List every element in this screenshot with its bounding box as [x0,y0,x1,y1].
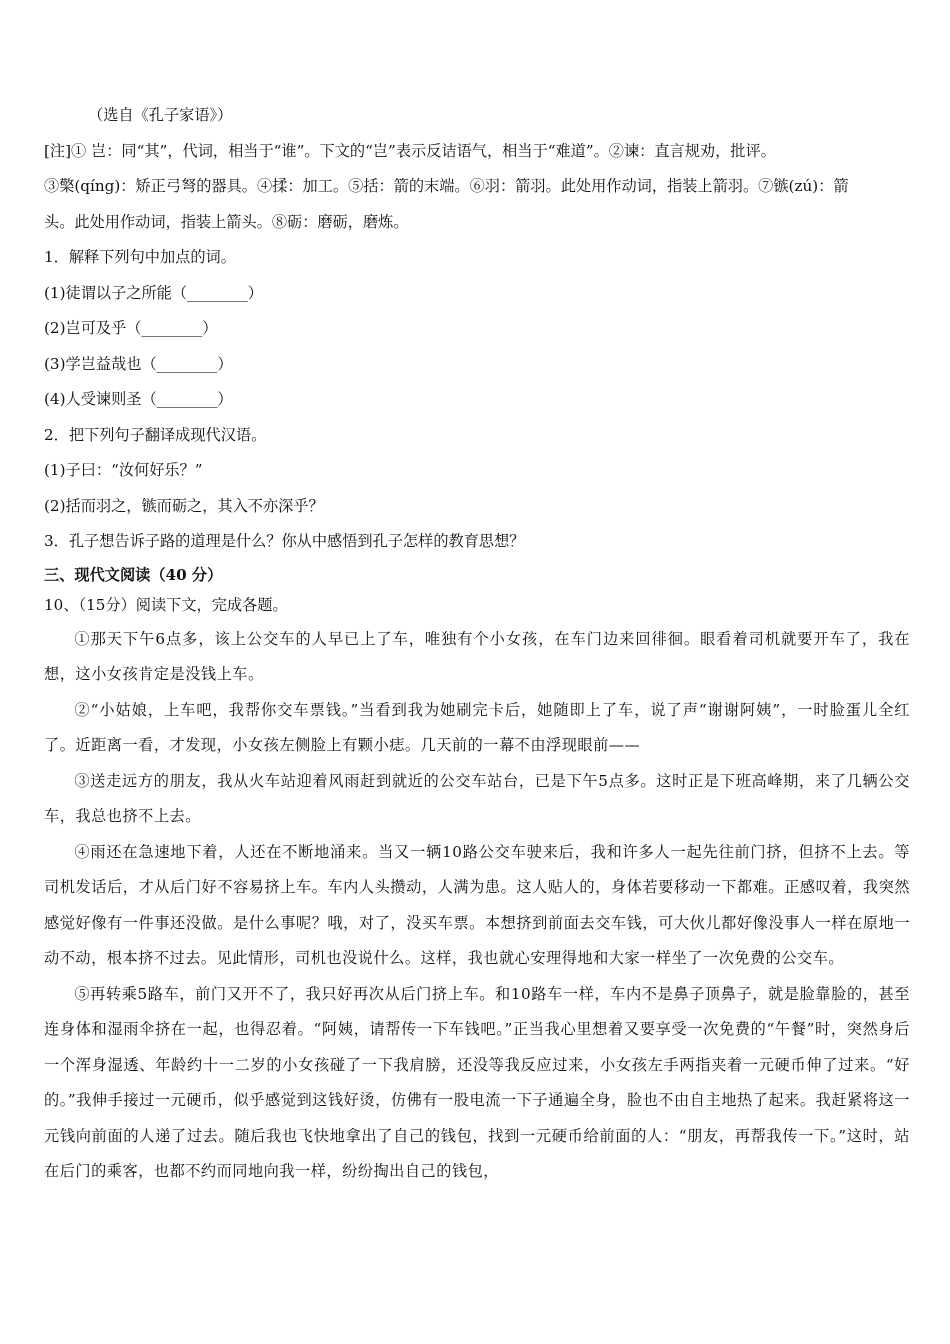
passage-paragraph-3: ③送走远方的朋友，我从火车站迎着风雨赶到就近的公交车站台，已是下午5点多。这时正是下班高峰期，来了几辆公交车，我总也挤不上去。 [44,771,910,825]
question-1-item-2: (2)岂可及乎（________） [44,319,218,337]
question-2-item-1: (1)子曰：“汝何好乐？” [44,461,203,479]
question-1-title: 1．解释下列句中加点的词。 [44,248,236,266]
section-heading: 三、现代文阅读（40 分） [44,565,223,584]
passage-paragraph-1: ①那天下午6点多，该上公交车的人早已上了车，唯独有个小女孩，在车门边来回徘徊。眼看着司机就要开车了，我在想，这小女孩肯定是没钱上车。 [44,629,910,683]
document-page [44,98,910,1190]
question-1-item-4: (4)人受谏则圣（________） [44,390,233,408]
question-1-item-3: (3)学岂益哉也（________） [44,354,233,373]
passage-paragraph-5: ⑤再转乘5路车，前门又开不了，我只好再次从后门挤上车。和10路车一样，车内不是鼻子顶鼻子，就是脸靠脸的，甚至连身体和湿雨伞挤在一起，也得忍着。“阿姨，请帮传一下车钱吧。”正当我心里想着又要享受一次免费的“午餐”时，突然身后一个浑身湿透、年龄约十一二岁的小女孩碰了一下我肩膀，还没等我反应过来，小女孩左手两指夹着一元硬币伸了过来。“好的。”我伸手接过一元硬币，似乎感觉到这钱好烫，仿佛有一股电流一下子通遍全身，脸也不由自主地热了起来。我赶紧将这一元钱向前面的人递了过去。随后我也飞快地拿出了自己的钱包，找到一元硬币给前面的人：“朋友，再帮我传一下。”这时，站在后门的乘客，也都不约而同地向我一样，纷纷掏出自己的钱包， [44,984,910,1180]
question-3-title: 3．孔子想告诉子路的道理是什么？你从中感悟到孔子怎样的教育思想？ [44,532,525,550]
note-line-1: [注]① 岂：同“其”，代词，相当于“谁”。下文的“岂”表示反诘语气，相当于“难道”。②谏：直言规劝，批评。 [44,141,776,160]
question-1-item-1: (1)徒谓以子之所能（________） [44,283,263,302]
note-line-3: 头。此处用作动词，指装上箭头。⑧砺：磨砺，磨炼。 [44,212,409,231]
note-line-2: ③檠(qíng)：矫正弓弩的器具。④揉：加工。⑤括：箭的末端。⑥羽：箭羽。此处用作动词，指装上箭羽。⑦镞(zú)：箭 [44,177,849,195]
passage-paragraph-2: ②“小姑娘，上车吧，我帮你交车票钱。”当看到我为她刷完卡后，她随即上了车，说了声“谢谢阿姨”，一时脸蛋儿全红了。近距离一看，才发现，小女孩左侧脸上有颗小痣。几天前的一幕不由浮现眼前—— [44,700,910,754]
question-2-item-2: (2)括而羽之，镞而砺之，其入不亦深乎？ [44,496,324,515]
question-10-intro: 10、（15分）阅读下文，完成各题。 [44,595,288,614]
source-citation: （选自《孔子家语》） [88,106,233,124]
passage-paragraph-4: ④雨还在急速地下着，人还在不断地涌来。当又一辆10路公交车驶来后，我和许多人一起先往前门挤，但挤不上去。等司机发话后，才从后门好不容易挤上车。车内人头攒动，人满为患。这人贴人的，身体若要移动一下都难。正感叹着，我突然感觉好像有一件事还没做。是什么事呢？哦，对了，没买车票。本想挤到前面去交车钱，可大伙儿都好像没事人一样在原地一动不动，根本挤不过去。见此情形，司机也没说什么。这样，我也就心安理得地和大家一样坐了一次免费的公交车。 [44,842,910,967]
question-2-title: 2．把下列句子翻译成现代汉语。 [44,425,267,444]
